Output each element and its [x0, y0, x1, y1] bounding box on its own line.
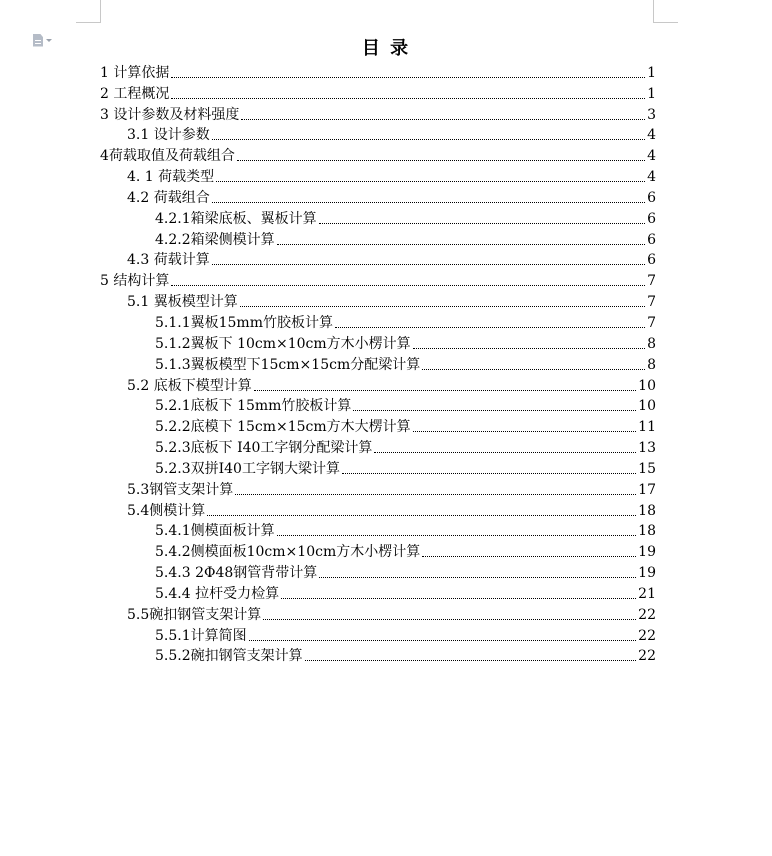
toc-entry-page: 6 — [647, 189, 656, 206]
toc-entry-page: 13 — [638, 440, 656, 457]
toc-leader-dots — [241, 119, 645, 120]
toc-entry-label: 4.2.2箱梁侧模计算 — [155, 231, 275, 248]
toc-leader-dots — [422, 369, 645, 370]
toc-entry-label: 4. 1 荷载类型 — [127, 169, 215, 186]
toc-leader-dots — [413, 431, 637, 432]
toc-leader-dots — [319, 223, 645, 224]
toc-entry-page: 1 — [647, 64, 656, 81]
toc-entry[interactable] — [100, 519, 656, 540]
toc-entry-label: 5.4.3 2Φ48钢管背带计算 — [155, 565, 318, 582]
toc-leader-dots — [281, 598, 636, 599]
toc-leader-dots — [212, 264, 645, 265]
toc-leader-dots — [212, 202, 645, 203]
toc-entry[interactable] — [100, 477, 656, 498]
toc-leader-dots — [374, 452, 636, 453]
toc-entry-page: 1 — [647, 85, 656, 102]
toc-entry-page: 4 — [647, 127, 656, 144]
toc-leader-dots — [254, 390, 636, 391]
toc-entry-page: 19 — [638, 544, 656, 561]
toc-entry-label: 5.4.1侧模面板计算 — [155, 523, 275, 540]
page-corner-mark-left — [76, 0, 101, 23]
toc-entry[interactable] — [100, 623, 656, 644]
toc-entry-label: 1 计算依据 — [100, 64, 170, 81]
toc-entry-label: 4.2 荷载组合 — [127, 189, 210, 206]
toc-entry-label: 4荷载取值及荷载组合 — [100, 148, 235, 165]
toc-entry-label: 4.3 荷载计算 — [127, 252, 210, 269]
toc-leader-dots — [171, 285, 645, 286]
toc-entry-page: 10 — [638, 377, 656, 394]
toc-entry[interactable] — [100, 206, 656, 227]
toc-entry[interactable] — [100, 143, 656, 164]
toc-entry-label: 5.2 底板下模型计算 — [127, 377, 252, 394]
toc-entry-page: 19 — [638, 565, 656, 582]
toc-leader-dots — [335, 327, 645, 328]
page-corner-mark-right — [653, 0, 678, 23]
toc-leader-dots — [413, 348, 645, 349]
table-of-contents — [100, 60, 656, 664]
toc-entry-label: 5.4.2侧模面板10cm×10cm方木小楞计算 — [155, 544, 421, 561]
toc-entry-page: 22 — [638, 627, 656, 644]
toc-entry[interactable] — [100, 123, 656, 144]
toc-leader-dots — [305, 660, 637, 661]
toc-entry[interactable] — [100, 581, 656, 602]
toc-entry[interactable] — [100, 539, 656, 560]
toc-entry[interactable] — [100, 164, 656, 185]
toc-entry[interactable] — [100, 560, 656, 581]
toc-entry-label: 3 设计参数及材料强度 — [100, 106, 240, 123]
toc-entry-page: 6 — [647, 231, 656, 248]
toc-entry-label: 5.5碗扣钢管支架计算 — [127, 606, 262, 623]
toc-entry-label: 5.1 翼板模型计算 — [127, 294, 238, 311]
toc-entry[interactable] — [100, 331, 656, 352]
toc-leader-dots — [171, 98, 645, 99]
toc-leader-dots — [342, 473, 636, 474]
toc-entry-page: 11 — [638, 419, 656, 436]
toc-entry[interactable] — [100, 352, 656, 373]
toc-entry-page: 8 — [647, 356, 656, 373]
toc-entry[interactable] — [100, 644, 656, 665]
toc-entry[interactable] — [100, 60, 656, 81]
toc-entry-page: 17 — [638, 481, 656, 498]
toc-entry[interactable] — [100, 498, 656, 519]
toc-leader-dots — [237, 160, 645, 161]
toc-entry-label: 5.2.3底板下 I40工字钢分配梁计算 — [155, 440, 373, 457]
toc-entry[interactable] — [100, 102, 656, 123]
toc-entry-page: 18 — [638, 523, 656, 540]
toc-entry-page: 7 — [647, 294, 656, 311]
toc-entry-label: 5.2.1底板下 15mm竹胶板计算 — [155, 398, 352, 415]
toc-entry-page: 15 — [638, 460, 656, 477]
toc-title: 目 录 — [361, 38, 411, 59]
toc-leader-dots — [212, 139, 645, 140]
toc-entry-label: 5.5.1计算简图 — [155, 627, 247, 644]
toc-entry[interactable] — [100, 435, 656, 456]
toc-entry-page: 3 — [647, 106, 656, 123]
toc-entry-page: 10 — [638, 398, 656, 415]
toc-entry[interactable] — [100, 310, 656, 331]
toc-entry[interactable] — [100, 456, 656, 477]
toc-entry[interactable] — [100, 602, 656, 623]
toc-entry-page: 4 — [647, 169, 656, 186]
toc-entry-page: 6 — [647, 252, 656, 269]
toc-entry-page: 18 — [638, 502, 656, 519]
toc-entry-label: 5.4侧模计算 — [127, 502, 206, 519]
toc-leader-dots — [240, 306, 645, 307]
toc-entry[interactable] — [100, 81, 656, 102]
toc-entry[interactable] — [100, 248, 656, 269]
toc-entry-label: 2 工程概况 — [100, 85, 170, 102]
toc-entry-label: 5.2.2底模下 15cm×15cm方木大楞计算 — [155, 419, 411, 436]
toc-entry[interactable] — [100, 394, 656, 415]
toc-leader-dots — [249, 640, 637, 641]
toc-entry[interactable] — [100, 227, 656, 248]
toc-entry[interactable] — [100, 289, 656, 310]
toc-leader-dots — [319, 577, 636, 578]
toc-entry[interactable] — [100, 268, 656, 289]
toc-entry[interactable] — [100, 373, 656, 394]
toc-entry[interactable] — [100, 414, 656, 435]
toc-entry-page: 6 — [647, 210, 656, 227]
toc-entry-label: 4.2.1箱梁底板、翼板计算 — [155, 210, 317, 227]
toc-entry-label: 5.1.2翼板下 10cm×10cm方木小楞计算 — [155, 335, 411, 352]
toc-entry-label: 5.1.3翼板模型下15cm×15cm分配梁计算 — [155, 356, 421, 373]
toc-entry-label: 5.3钢管支架计算 — [127, 481, 234, 498]
toc-leader-dots — [277, 244, 645, 245]
toc-entry-page: 22 — [638, 606, 656, 623]
toc-entry-page: 4 — [647, 148, 656, 165]
toc-leader-dots — [422, 556, 636, 557]
toc-entry-label: 5 结构计算 — [100, 273, 170, 290]
toc-entry-page: 7 — [647, 314, 656, 331]
toc-leader-dots — [207, 515, 636, 516]
toc-leader-dots — [216, 181, 645, 182]
toc-leader-dots — [353, 410, 636, 411]
toc-leader-dots — [171, 77, 645, 78]
toc-leader-dots — [235, 494, 636, 495]
toc-entry-page: 22 — [638, 648, 656, 665]
toc-entry-page: 7 — [647, 273, 656, 290]
toc-entry-page: 8 — [647, 335, 656, 352]
toc-entry-label: 5.4.4 拉杆受力检算 — [155, 585, 280, 602]
toc-entry-label: 5.5.2碗扣钢管支架计算 — [155, 648, 303, 665]
toc-entry-label: 5.2.3双拼I40工字钢大梁计算 — [155, 460, 340, 477]
toc-leader-dots — [277, 535, 637, 536]
toc-leader-dots — [263, 619, 636, 620]
toc-entry-page: 21 — [638, 585, 656, 602]
toc-entry[interactable] — [100, 185, 656, 206]
toc-entry-label: 5.1.1翼板15mm竹胶板计算 — [155, 314, 333, 331]
toc-entry-label: 3.1 设计参数 — [127, 127, 210, 144]
